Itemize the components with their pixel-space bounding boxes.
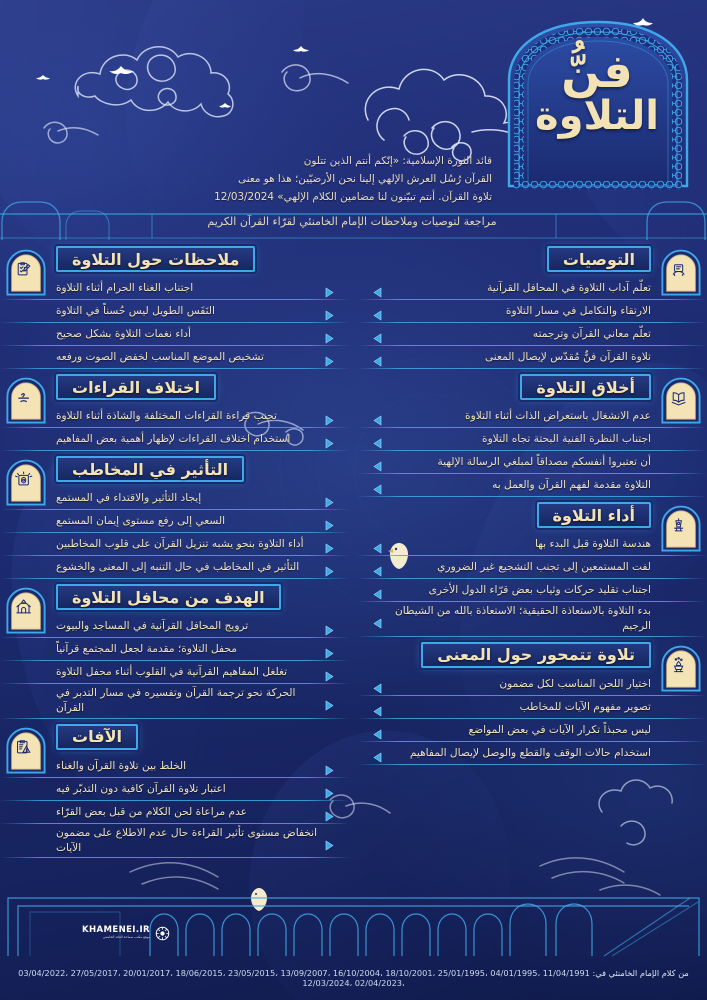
- list-item-label: أن تعتبروا أنفسكم مصداقاً لمبلغي الرسالة الإلهية: [437, 455, 651, 468]
- list-item-label: تشخيص الموضع المناسب لخفض الصوت ورفعه: [56, 350, 264, 363]
- section-effect-on-audience: [0, 456, 350, 579]
- bullet-arrow-icon: [324, 625, 335, 636]
- bullet-arrow-icon: [372, 457, 383, 468]
- section-title: اختلاف القراءات: [72, 377, 201, 397]
- section-notes-on-recitation: [0, 246, 350, 369]
- header-right-ornament: [637, 196, 707, 242]
- bullet-arrow-icon: [324, 807, 335, 818]
- list-item[interactable]: [357, 696, 707, 719]
- page-title: [513, 44, 681, 139]
- bullet-arrow-icon: [324, 765, 335, 776]
- list-item[interactable]: [357, 673, 707, 696]
- leader-quote: [177, 152, 492, 207]
- list-item-label: اجتناب تقليد حركات وثياب بعض قرّاء الدول الأخرى: [428, 583, 651, 596]
- bullet-arrow-icon: [372, 415, 383, 426]
- section-title-plaque: [56, 584, 281, 610]
- bullet-arrow-icon: [324, 310, 335, 321]
- bullet-arrow-icon: [324, 840, 335, 851]
- bullet-arrow-icon: [372, 411, 383, 422]
- list-item-label: الحركة نحو ترجمة القرآن وتفسيره في مسار التدبر في القرآن: [56, 687, 296, 715]
- list-item[interactable]: [0, 405, 350, 428]
- section-title: تلاوة تتمحور حول المعنى: [437, 645, 635, 665]
- list-item[interactable]: [0, 638, 350, 661]
- title-line-2: التلاوة: [535, 93, 659, 139]
- list-item[interactable]: [357, 719, 707, 742]
- list-item[interactable]: [0, 277, 350, 300]
- bullet-arrow-icon: [324, 306, 335, 317]
- bullet-arrow-icon: [372, 566, 383, 577]
- bullet-arrow-icon: [372, 679, 383, 690]
- logo-subtitle: موقع مكتب سماحة القائد الخامنئي: [102, 935, 150, 940]
- list-item[interactable]: [0, 346, 350, 369]
- bullet-arrow-icon: [372, 438, 383, 449]
- list-item[interactable]: [0, 487, 350, 510]
- bullet-arrow-icon: [372, 310, 383, 321]
- section-title-plaque: [537, 502, 652, 528]
- list-item[interactable]: [0, 510, 350, 533]
- list-item[interactable]: [357, 428, 707, 451]
- bullet-arrow-icon: [372, 614, 383, 625]
- bullet-arrow-icon: [324, 696, 335, 707]
- section-items: [357, 673, 707, 765]
- section-header-purpose-of-gatherings: [0, 584, 350, 612]
- list-item-label: محفل التلاوة؛ مقدمة لجعل المجتمع قرآنياً: [56, 642, 237, 655]
- bullet-arrow-icon: [324, 539, 335, 550]
- section-pitfalls: [0, 724, 350, 859]
- bullet-arrow-icon: [324, 621, 335, 632]
- list-item-label: تعلّم آداب التلاوة في المحافل القرآنية: [487, 281, 651, 294]
- section-title-plaque: [547, 246, 651, 272]
- list-item-label: إيجاد التأثير والاقتداء في المستمع: [56, 491, 202, 504]
- bullet-arrow-icon: [372, 352, 383, 363]
- section-title: الهدف من محافل التلاوة: [72, 587, 265, 607]
- bullet-arrow-icon: [372, 283, 383, 294]
- section-header-recommendations: [357, 246, 707, 274]
- bullet-arrow-icon: [372, 333, 383, 344]
- list-item-label: الارتقاء والتكامل في مسار التلاوة: [505, 304, 651, 317]
- list-item[interactable]: [0, 556, 350, 579]
- list-item[interactable]: [357, 323, 707, 346]
- bullet-arrow-icon: [324, 520, 335, 531]
- bullet-arrow-icon: [372, 589, 383, 600]
- bullet-arrow-icon: [324, 493, 335, 504]
- list-item-label: اجتناب النظرة الفنية البحتة تجاه التلاوة: [482, 432, 651, 445]
- khamenei-logo-icon: [155, 926, 170, 941]
- section-header-ethics-of-recitation: [357, 374, 707, 402]
- list-item-label: أداء التلاوة بنحو يشبه تنزيل القرآن على قلوب المخاطبين: [56, 537, 304, 550]
- list-item-label: هندسة التلاوة قبل البدء بها: [535, 537, 651, 550]
- list-item[interactable]: [0, 661, 350, 684]
- site-logo[interactable]: [62, 922, 170, 944]
- quote-line-3: تلاوة القرآن. أنتم تبيّنون لنا مضامين الكلام الإلهي» 12/03/2024: [214, 191, 492, 204]
- list-item-label: عدم مراعاة لحن الكلام من قبل بعض القرّاء: [56, 805, 247, 818]
- list-item-label: تعلّم معاني القرآن وترجمته: [532, 327, 651, 340]
- item-underline: [0, 718, 350, 719]
- section-title-plaque: [421, 642, 651, 668]
- bullet-arrow-icon: [372, 484, 383, 495]
- list-item[interactable]: [0, 533, 350, 556]
- bullet-arrow-icon: [372, 562, 383, 573]
- bullet-arrow-icon: [324, 562, 335, 573]
- section-title: ملاحظات حول التلاوة: [72, 249, 240, 269]
- bullet-arrow-icon: [324, 329, 335, 340]
- list-item[interactable]: [0, 755, 350, 778]
- list-item[interactable]: [0, 778, 350, 801]
- list-item-label: اجتناب الغناء الحرام أثناء التلاوة: [56, 281, 194, 294]
- sources-line: [0, 968, 707, 988]
- sources-dates: 11/04/1991 ،04/01/1995 ،25/01/1995 ،18/10/2001 ،16/10/2004 ،13/09/2007 ،23/05/2015 ،18/06/2015 ،20/01/2017 ،27/05/2017 ،03/04/2022 ،02/04/2023 ،12/03/2024: [18, 968, 590, 988]
- section-items: [357, 405, 707, 497]
- list-item[interactable]: [0, 824, 350, 859]
- list-item-label: استخدام اختلاف القراءات لإظهار أهمية بعض المفاهيم: [56, 432, 291, 445]
- section-items: [357, 277, 707, 369]
- bullet-arrow-icon: [324, 415, 335, 426]
- bullet-arrow-icon: [372, 287, 383, 298]
- list-item-label: السعي إلى رفع مستوى إيمان المستمع: [56, 514, 226, 527]
- section-title-plaque: [56, 374, 216, 400]
- bullet-arrow-icon: [372, 752, 383, 763]
- list-item-label: ليس محبذاً تكرار الآيات في بعض المواضع: [468, 723, 651, 736]
- list-item-label: ترويج المحافل القرآنية في المساجد والبيوت: [56, 619, 249, 632]
- item-underline: [357, 636, 707, 637]
- section-title: أداء التلاوة: [552, 505, 635, 525]
- bullet-arrow-icon: [372, 329, 383, 340]
- list-item[interactable]: [357, 405, 707, 428]
- item-underline: [357, 764, 707, 765]
- list-item-label: تلاوة القرآن فنٌّ مُقدّس لإيصال المعنى: [484, 350, 651, 363]
- title-line-1: فنُّ: [561, 44, 633, 98]
- list-item[interactable]: [0, 615, 350, 638]
- bullet-arrow-icon: [324, 667, 335, 678]
- bullet-arrow-icon: [372, 461, 383, 472]
- section-title: التوصيات: [562, 249, 635, 269]
- list-item[interactable]: [357, 602, 707, 637]
- bullet-arrow-icon: [324, 411, 335, 422]
- list-item[interactable]: [357, 346, 707, 369]
- bullet-arrow-icon: [324, 761, 335, 772]
- section-items: [357, 533, 707, 637]
- list-item[interactable]: [357, 533, 707, 556]
- section-title-plaque: [56, 246, 255, 272]
- bullet-arrow-icon: [372, 729, 383, 740]
- section-header-notes-on-recitation: [0, 246, 350, 274]
- bullet-arrow-icon: [372, 706, 383, 717]
- bullet-arrow-icon: [372, 702, 383, 713]
- sources-label: من كلام الإمام الخامنئي في:: [592, 968, 689, 978]
- bullet-arrow-icon: [324, 516, 335, 527]
- list-item-label: بدء التلاوة بالاستعاذة الحقيقية؛ الاستعاذة بالله من الشيطان الرجيم: [395, 605, 651, 633]
- bullet-arrow-icon: [372, 585, 383, 596]
- item-underline: [0, 450, 350, 451]
- bullet-arrow-icon: [324, 497, 335, 508]
- list-item[interactable]: [357, 277, 707, 300]
- bullet-arrow-icon: [372, 725, 383, 736]
- section-title: التأثير في المخاطب: [72, 459, 229, 479]
- section-items: [0, 755, 350, 859]
- list-item-label: انخفاض مستوى تأثير القراءة حال عدم الاطلاع على مضمون الآيات: [56, 826, 318, 855]
- section-recommendations: [357, 246, 707, 369]
- item-underline: [357, 368, 707, 369]
- section-title-plaque: [520, 374, 651, 400]
- section-variant-readings: [0, 374, 350, 451]
- bullet-arrow-icon: [324, 784, 335, 795]
- section-performance-of-recitation: [357, 502, 707, 637]
- item-underline: [0, 857, 350, 858]
- list-item-label: لفت المستمعين إلى تجنب التشجيع غير الضروري: [437, 560, 651, 573]
- section-ethics-of-recitation: [357, 374, 707, 497]
- bullet-arrow-icon: [324, 352, 335, 363]
- bullet-arrow-icon: [324, 700, 335, 711]
- list-item[interactable]: [357, 474, 707, 497]
- left-column: [0, 246, 350, 863]
- bullet-arrow-icon: [324, 543, 335, 554]
- section-items: [0, 277, 350, 369]
- bullet-arrow-icon: [324, 644, 335, 655]
- list-item-label: أداء نغمات التلاوة بشكل صحيح: [56, 327, 191, 340]
- bullet-arrow-icon: [372, 434, 383, 445]
- list-item[interactable]: [357, 579, 707, 602]
- list-item[interactable]: [0, 300, 350, 323]
- logo-name: KHAMENEI.IR: [82, 925, 150, 936]
- section-items: [0, 615, 350, 719]
- list-item[interactable]: [0, 323, 350, 346]
- bullet-arrow-icon: [324, 566, 335, 577]
- quote-line-1: قائد الثورة الإسلامية: «إنّكم أنتم الذين تتلون: [303, 155, 492, 167]
- list-item-label: تصوير مفهوم الآيات للمخاطب: [519, 700, 651, 713]
- bullet-arrow-icon: [324, 811, 335, 822]
- bullet-arrow-icon: [324, 283, 335, 294]
- list-item-label: تغلغل المفاهيم القرآنية في القلوب أثناء محفل التلاوة: [56, 665, 288, 678]
- bullet-arrow-icon: [324, 648, 335, 659]
- section-title-plaque: [56, 456, 244, 482]
- list-item-label: اعتبار تلاوة القرآن كافية دون التدبّر فيه: [56, 782, 226, 795]
- list-item[interactable]: [0, 801, 350, 824]
- bullet-arrow-icon: [372, 539, 383, 550]
- list-item[interactable]: [357, 556, 707, 579]
- section-header-meaning-centered-recitation: [357, 642, 707, 670]
- bullet-arrow-icon: [372, 480, 383, 491]
- bullet-arrow-icon: [324, 287, 335, 298]
- bullet-arrow-icon: [324, 434, 335, 445]
- bullet-arrow-icon: [324, 356, 335, 367]
- list-item[interactable]: [357, 451, 707, 474]
- bullet-arrow-icon: [324, 671, 335, 682]
- section-title-plaque: [56, 724, 138, 750]
- section-items: [0, 487, 350, 579]
- bullet-arrow-icon: [372, 356, 383, 367]
- right-column: [357, 246, 707, 770]
- list-item[interactable]: [357, 742, 707, 765]
- section-title: الآفات: [72, 727, 122, 747]
- item-underline: [357, 496, 707, 497]
- section-header-performance-of-recitation: [357, 502, 707, 530]
- list-item[interactable]: [0, 428, 350, 451]
- header-left-ornament: [0, 196, 120, 242]
- section-header-variant-readings: [0, 374, 350, 402]
- list-item-label: التأثير في المخاطب في حال التنبه إلى المعنى والخشوع: [56, 560, 300, 573]
- list-item-label: النَفَس الطويل ليس حُسناً في التلاوة: [56, 304, 215, 317]
- item-underline: [0, 368, 350, 369]
- bullet-arrow-icon: [372, 618, 383, 629]
- bullet-arrow-icon: [372, 683, 383, 694]
- list-item-label: استخدام حالات الوقف والقطع والوصل لإيصال المفاهيم: [409, 746, 651, 759]
- bullet-arrow-icon: [372, 306, 383, 317]
- list-item[interactable]: [0, 684, 350, 719]
- item-underline: [0, 578, 350, 579]
- bullet-arrow-icon: [372, 543, 383, 554]
- page-subtitle: مراجعة لتوصيات وملاحظات الإمام الخامنئي لقرّاء القرآن الكريم: [207, 215, 497, 228]
- section-purpose-of-gatherings: [0, 584, 350, 719]
- list-item-label: التلاوة مقدمة لفهم القرآن والعمل به: [492, 478, 651, 491]
- bullet-arrow-icon: [324, 333, 335, 344]
- bullet-arrow-icon: [324, 788, 335, 799]
- section-meaning-centered-recitation: [357, 642, 707, 765]
- section-header-effect-on-audience: [0, 456, 350, 484]
- quote-line-2: القرآن رُسُل العرش الإلهي إلينا نحن الأرضيّين؛ هذا هو معنى: [238, 173, 492, 186]
- section-title: أخلاق التلاوة: [536, 377, 635, 397]
- section-items: [0, 405, 350, 451]
- bullet-arrow-icon: [324, 836, 335, 847]
- list-item-label: اختيار اللحن المناسب لكل مضمون: [499, 677, 651, 690]
- list-item-label: الخلط بين تلاوة القرآن والغناء: [56, 759, 187, 772]
- section-header-pitfalls: [0, 724, 350, 752]
- list-item[interactable]: [357, 300, 707, 323]
- bullet-arrow-icon: [372, 748, 383, 759]
- header: [0, 0, 707, 240]
- list-item-label: تجنب قراءة القراءات المختلفة والشاذة أثناء التلاوة: [56, 409, 277, 422]
- list-item-label: عدم الانشغال باستعراض الذات أثناء التلاوة: [465, 409, 651, 422]
- bullet-arrow-icon: [324, 438, 335, 449]
